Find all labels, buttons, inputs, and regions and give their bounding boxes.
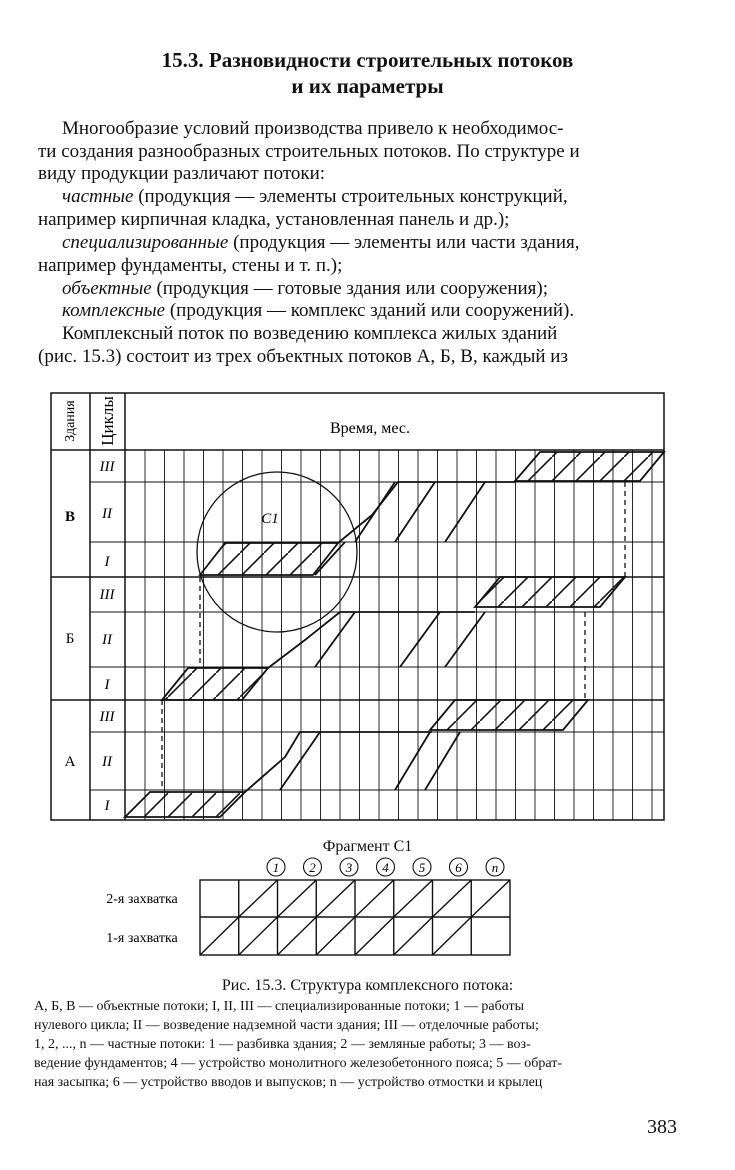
cycle-label: III [99,709,115,725]
flow-line [395,732,430,790]
paragraph2-line1: Комплексный поток по возведению комплекса жилых зданий [62,323,558,344]
flow-line [280,732,320,790]
fragment-diagonal [433,917,472,955]
paragraph1-line1: Многообразие условий производства привело к необходимос- [62,118,564,139]
cycle-label: II [102,632,112,648]
paragraph2-line2: (рис. 15.3) состоит из трех объектных потоков А, Б, В, каждый из [38,346,568,367]
type-desc: (продукция — элементы или части здания, [228,232,580,253]
flow-line [268,612,475,668]
cycle-label: II [102,506,112,522]
flow-line [338,482,515,543]
paragraph1-line3: виду продукции различают потоки: [38,163,326,184]
fragment-diagonal [239,917,278,955]
building-label-v: В [64,509,76,525]
fragment-diagonal [471,880,510,917]
type-desc: (продукция — готовые здания или сооружения); [151,278,549,299]
paragraph1-line2: ти создания разнообразных строительных потоков. По структуре и [38,141,580,162]
type-complex-line [62,300,574,322]
flow-line [315,612,355,667]
cycle-label: I [104,554,110,570]
type-private-line1 [62,186,568,208]
figure-caption-title: Рис. 15.3. Структура комплексного потока: [221,977,514,994]
fragment-diagonal [316,880,355,917]
figure-caption-line1: А, Б, В — объектные потоки; I, II, III — специализированные потоки; 1 — работы [34,999,525,1014]
flow-line [400,612,440,667]
figure-caption-line5: ная засыпка; 6 — устройство вводов и выпусков; n — устройство отмостки и крылец [34,1075,543,1090]
fragment-diagonal [200,917,239,955]
building-label-b: Б [65,631,75,647]
flow-band [475,577,625,607]
step-number: 5 [418,860,426,875]
building-label-a: А [64,754,76,770]
flow-band [200,543,338,575]
type-desc: (продукция — элементы строительных конструкций, [133,186,568,207]
flow-band [162,668,268,700]
flow-band [515,452,664,481]
cycle-label: I [104,798,110,814]
flow-line [425,732,460,790]
step-number: 3 [345,860,353,875]
flow-line [395,482,435,542]
type-term: специализированные [62,232,229,253]
fragment-row-label: 1-я захватка [106,931,178,946]
header-buildings: Здания [63,400,78,442]
figure-caption-line3: 1, 2, ..., n — частные потоки: 1 — разбивка здания; 2 — земляные работы; 3 — воз- [34,1037,531,1052]
type-term: комплексные [62,300,166,321]
figure-caption-line2: нулевого цикла; II — возведение надземной части здания; III — отделочные работы; [34,1018,539,1033]
flow-line [445,612,485,667]
fragment-diagonal [394,917,433,955]
fragment-title: Фрагмент C1 [322,838,413,855]
type-specialized-line1 [62,232,579,254]
flow-line [245,732,432,792]
section-heading-line2: и их параметры [291,74,444,98]
fragment-c1-diagram [0,855,735,965]
type-object-line [62,278,548,300]
flow-line [445,482,485,542]
step-number: 4 [382,860,389,875]
cycle-label: III [99,587,115,603]
figure-caption-line4: ведение фундаментов; 4 — устройство монолитного железобетонного пояса; 5 — обрат- [34,1056,563,1071]
fragment-diagonal [316,917,355,955]
type-desc: (продукция — комплекс зданий или сооружений). [165,300,575,321]
cycle-label: I [104,677,110,693]
type-private-line2: например кирпичная кладка, установленная панель и др.); [38,209,510,230]
fragment-diagonal [239,880,278,917]
step-number: 2 [309,860,316,875]
type-term: частные [62,186,134,207]
fragment-c1-label: C1 [261,511,279,527]
fragment-diagonal [355,917,394,955]
cycle-label: III [99,459,115,475]
flow-band [125,792,245,817]
fragment-diagonal [394,880,433,917]
fragment-diagonal [278,917,317,955]
cycle-label: II [102,754,112,770]
page-number: 383 [647,1116,677,1138]
step-number: 1 [272,860,280,875]
flow-line [355,482,395,542]
flow-band [430,700,588,730]
type-term: объектные [62,278,152,299]
fragment-row-label: 2-я захватка [106,892,178,907]
complex-flow-diagram [0,385,735,825]
fragment-diagonal [355,880,394,917]
type-specialized-line2: например фундаменты, стены и т. п.); [38,255,343,276]
fragment-diagonal [433,880,472,917]
step-number: n [491,860,499,875]
step-number: 6 [455,860,462,875]
header-time: Время, мес. [330,420,410,437]
section-heading-line1: 15.3. Разновидности строительных потоков [161,48,574,72]
header-cycles: Циклы [98,396,117,446]
fragment-diagonal [278,880,317,917]
